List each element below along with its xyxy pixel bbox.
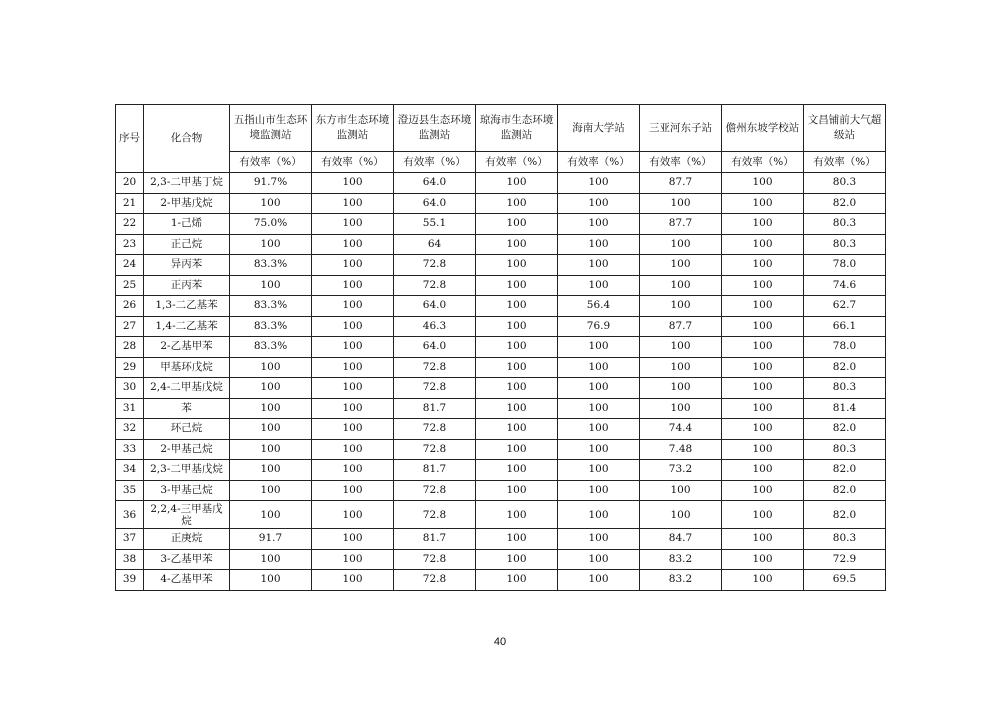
efficiency-value: 100 (312, 337, 394, 358)
compound-name: 3-甲基己烷 (144, 480, 230, 501)
compound-name: 2-乙基甲苯 (144, 337, 230, 358)
efficiency-value: 100 (558, 529, 640, 550)
table-row (116, 570, 886, 591)
row-number: 39 (116, 570, 144, 591)
efficiency-value: 100 (476, 480, 558, 501)
table-row (116, 357, 886, 378)
efficiency-value: 83.3% (230, 296, 312, 317)
table-row (116, 480, 886, 501)
efficiency-value: 100 (476, 255, 558, 276)
compound-name: 正庚烷 (144, 529, 230, 550)
header-station: 儋州东坡学校站 (722, 105, 804, 152)
efficiency-value: 64.0 (394, 296, 476, 317)
efficiency-value: 100 (476, 214, 558, 235)
header-station: 东方市生态环境监测站 (312, 105, 394, 152)
efficiency-value: 100 (722, 460, 804, 481)
efficiency-value: 100 (312, 398, 394, 419)
efficiency-value: 69.5 (804, 570, 886, 591)
row-number: 20 (116, 173, 144, 194)
efficiency-value: 100 (558, 398, 640, 419)
efficiency-value: 91.7% (230, 173, 312, 194)
efficiency-value: 55.1 (394, 214, 476, 235)
efficiency-value: 100 (312, 501, 394, 529)
efficiency-value: 87.7 (640, 214, 722, 235)
efficiency-value: 64 (394, 234, 476, 255)
efficiency-value: 82.0 (804, 357, 886, 378)
efficiency-value: 100 (230, 275, 312, 296)
table-row (116, 460, 886, 481)
row-number: 22 (116, 214, 144, 235)
row-number: 32 (116, 419, 144, 440)
compound-name: 4-乙基甲苯 (144, 570, 230, 591)
compound-name: 1,3-二乙基苯 (144, 296, 230, 317)
efficiency-value: 100 (640, 398, 722, 419)
header-compound: 化合物 (144, 105, 230, 173)
efficiency-value: 100 (722, 275, 804, 296)
efficiency-value: 72.8 (394, 275, 476, 296)
efficiency-value: 100 (230, 480, 312, 501)
table-body (116, 173, 886, 591)
efficiency-value: 81.7 (394, 398, 476, 419)
efficiency-value: 100 (558, 337, 640, 358)
compound-name: 1,4-二乙基苯 (144, 316, 230, 337)
header-metric: 有效率（%） (722, 152, 804, 173)
efficiency-value: 100 (722, 173, 804, 194)
efficiency-value: 74.4 (640, 419, 722, 440)
efficiency-value: 100 (312, 357, 394, 378)
efficiency-value: 80.3 (804, 234, 886, 255)
efficiency-value: 100 (230, 549, 312, 570)
efficiency-value: 100 (312, 439, 394, 460)
efficiency-value: 82.0 (804, 419, 886, 440)
row-number: 35 (116, 480, 144, 501)
efficiency-value: 100 (722, 234, 804, 255)
efficiency-value: 100 (558, 419, 640, 440)
efficiency-value: 64.0 (394, 337, 476, 358)
efficiency-value: 72.8 (394, 480, 476, 501)
table-row (116, 214, 886, 235)
efficiency-value: 76.9 (558, 316, 640, 337)
efficiency-value: 100 (230, 460, 312, 481)
efficiency-value: 80.3 (804, 214, 886, 235)
efficiency-value: 73.2 (640, 460, 722, 481)
efficiency-value: 100 (722, 214, 804, 235)
compound-name: 异丙苯 (144, 255, 230, 276)
efficiency-value: 100 (476, 193, 558, 214)
efficiency-value: 100 (558, 275, 640, 296)
efficiency-value: 100 (230, 419, 312, 440)
row-number: 31 (116, 398, 144, 419)
compound-name: 2-甲基己烷 (144, 439, 230, 460)
header-station: 三亚河东子站 (640, 105, 722, 152)
row-number: 27 (116, 316, 144, 337)
efficiency-value: 72.8 (394, 439, 476, 460)
efficiency-value: 100 (476, 316, 558, 337)
efficiency-value: 87.7 (640, 316, 722, 337)
efficiency-value: 100 (230, 570, 312, 591)
header-metric: 有效率（%） (230, 152, 312, 173)
efficiency-value: 100 (640, 501, 722, 529)
header-metric: 有效率（%） (312, 152, 394, 173)
table-row (116, 529, 886, 550)
row-number: 36 (116, 501, 144, 529)
efficiency-value: 100 (476, 378, 558, 399)
compound-name: 甲基环戊烷 (144, 357, 230, 378)
efficiency-value: 78.0 (804, 255, 886, 276)
efficiency-value: 80.3 (804, 173, 886, 194)
efficiency-value: 100 (722, 501, 804, 529)
efficiency-value: 100 (476, 234, 558, 255)
header-metric: 有效率（%） (558, 152, 640, 173)
row-number: 25 (116, 275, 144, 296)
efficiency-value: 100 (558, 214, 640, 235)
efficiency-value: 100 (722, 529, 804, 550)
efficiency-value: 83.2 (640, 570, 722, 591)
efficiency-value: 100 (312, 275, 394, 296)
efficiency-value: 100 (230, 193, 312, 214)
efficiency-value: 100 (476, 549, 558, 570)
efficiency-value: 72.8 (394, 549, 476, 570)
compound-name: 3-乙基甲苯 (144, 549, 230, 570)
efficiency-value: 100 (558, 234, 640, 255)
efficiency-value: 100 (312, 549, 394, 570)
efficiency-value: 100 (312, 234, 394, 255)
row-number: 33 (116, 439, 144, 460)
efficiency-value: 83.3% (230, 316, 312, 337)
efficiency-value: 82.0 (804, 193, 886, 214)
efficiency-value: 81.7 (394, 460, 476, 481)
efficiency-value: 82.0 (804, 501, 886, 529)
table-row (116, 501, 886, 529)
efficiency-value: 100 (558, 255, 640, 276)
efficiency-value: 100 (230, 439, 312, 460)
efficiency-value: 100 (476, 419, 558, 440)
efficiency-value: 7.48 (640, 439, 722, 460)
efficiency-value: 100 (558, 480, 640, 501)
efficiency-value: 83.3% (230, 255, 312, 276)
efficiency-value: 100 (722, 255, 804, 276)
table-row (116, 398, 886, 419)
efficiency-value: 78.0 (804, 337, 886, 358)
header-station: 澄迈县生态环境监测站 (394, 105, 476, 152)
row-number: 30 (116, 378, 144, 399)
row-number: 28 (116, 337, 144, 358)
efficiency-value: 100 (640, 275, 722, 296)
efficiency-value: 100 (640, 337, 722, 358)
efficiency-value: 82.0 (804, 460, 886, 481)
efficiency-value: 100 (722, 398, 804, 419)
efficiency-value: 100 (722, 296, 804, 317)
row-number: 23 (116, 234, 144, 255)
compound-name: 苯 (144, 398, 230, 419)
table-row (116, 316, 886, 337)
efficiency-value: 72.8 (394, 501, 476, 529)
efficiency-value: 100 (476, 460, 558, 481)
table-row (116, 378, 886, 399)
efficiency-value: 100 (230, 357, 312, 378)
efficiency-value: 100 (476, 398, 558, 419)
efficiency-value: 91.7 (230, 529, 312, 550)
efficiency-value: 100 (312, 296, 394, 317)
efficiency-value: 100 (476, 501, 558, 529)
row-number: 29 (116, 357, 144, 378)
efficiency-value: 100 (312, 480, 394, 501)
efficiency-value: 100 (476, 296, 558, 317)
efficiency-value: 82.0 (804, 480, 886, 501)
efficiency-value: 72.8 (394, 357, 476, 378)
efficiency-value: 100 (476, 275, 558, 296)
efficiency-value: 100 (558, 460, 640, 481)
compound-name: 2,2,4-三甲基戊烷 (144, 501, 230, 529)
efficiency-value: 100 (640, 378, 722, 399)
efficiency-value: 72.9 (804, 549, 886, 570)
efficiency-value: 100 (722, 193, 804, 214)
efficiency-value: 100 (640, 193, 722, 214)
efficiency-value: 100 (476, 357, 558, 378)
efficiency-value: 100 (722, 316, 804, 337)
table-row (116, 549, 886, 570)
efficiency-value: 81.4 (804, 398, 886, 419)
efficiency-value: 72.8 (394, 419, 476, 440)
efficiency-value: 100 (640, 357, 722, 378)
compound-name: 环己烷 (144, 419, 230, 440)
efficiency-value: 100 (312, 419, 394, 440)
efficiency-value: 100 (558, 549, 640, 570)
header-station: 海南大学站 (558, 105, 640, 152)
efficiency-value: 100 (558, 173, 640, 194)
header-station: 琼海市生态环境监测站 (476, 105, 558, 152)
header-station: 五指山市生态环境监测站 (230, 105, 312, 152)
compound-name: 正己烷 (144, 234, 230, 255)
efficiency-value: 84.7 (640, 529, 722, 550)
efficiency-value: 100 (722, 337, 804, 358)
efficiency-value: 100 (476, 439, 558, 460)
header-metric: 有效率（%） (804, 152, 886, 173)
efficiency-value: 100 (722, 419, 804, 440)
efficiency-value: 100 (722, 378, 804, 399)
efficiency-value: 100 (312, 173, 394, 194)
row-number: 26 (116, 296, 144, 317)
efficiency-value: 72.8 (394, 255, 476, 276)
header-seq: 序号 (116, 105, 144, 173)
efficiency-value: 100 (312, 460, 394, 481)
efficiency-value: 100 (312, 378, 394, 399)
compound-name: 1-己烯 (144, 214, 230, 235)
efficiency-value: 100 (558, 193, 640, 214)
efficiency-value: 100 (476, 337, 558, 358)
efficiency-value: 100 (558, 357, 640, 378)
compound-name: 2-甲基戊烷 (144, 193, 230, 214)
efficiency-value: 100 (476, 570, 558, 591)
efficiency-value: 83.2 (640, 549, 722, 570)
efficiency-value: 80.3 (804, 439, 886, 460)
row-number: 34 (116, 460, 144, 481)
data-table (115, 104, 886, 591)
table-row (116, 419, 886, 440)
efficiency-value: 80.3 (804, 378, 886, 399)
table-row (116, 234, 886, 255)
compound-name: 正丙苯 (144, 275, 230, 296)
table-row (116, 275, 886, 296)
efficiency-value: 100 (558, 439, 640, 460)
row-number: 24 (116, 255, 144, 276)
efficiency-value: 100 (722, 357, 804, 378)
compound-name: 2,4-二甲基戊烷 (144, 378, 230, 399)
efficiency-value: 100 (476, 173, 558, 194)
efficiency-value: 100 (722, 439, 804, 460)
row-number: 38 (116, 549, 144, 570)
efficiency-value: 100 (722, 549, 804, 570)
table-row (116, 337, 886, 358)
row-number: 37 (116, 529, 144, 550)
compound-name: 2,3-二甲基丁烷 (144, 173, 230, 194)
efficiency-value: 100 (230, 501, 312, 529)
header-metric: 有效率（%） (476, 152, 558, 173)
efficiency-value: 62.7 (804, 296, 886, 317)
header-metric: 有效率（%） (640, 152, 722, 173)
efficiency-value: 100 (722, 480, 804, 501)
efficiency-value: 100 (312, 214, 394, 235)
efficiency-value: 100 (312, 529, 394, 550)
row-number: 21 (116, 193, 144, 214)
efficiency-value: 80.3 (804, 529, 886, 550)
efficiency-value: 100 (640, 255, 722, 276)
efficiency-value: 66.1 (804, 316, 886, 337)
efficiency-value: 87.7 (640, 173, 722, 194)
efficiency-value: 72.8 (394, 570, 476, 591)
efficiency-value: 100 (640, 480, 722, 501)
efficiency-value: 100 (558, 570, 640, 591)
header-row-stations (116, 105, 886, 152)
header-metric: 有效率（%） (394, 152, 476, 173)
efficiency-value: 64.0 (394, 193, 476, 214)
efficiency-value: 100 (312, 193, 394, 214)
efficiency-value: 100 (640, 234, 722, 255)
table-row (116, 296, 886, 317)
table-row (116, 173, 886, 194)
efficiency-value: 56.4 (558, 296, 640, 317)
efficiency-value: 100 (476, 529, 558, 550)
efficiency-value: 83.3% (230, 337, 312, 358)
efficiency-value: 100 (640, 296, 722, 317)
page-number: 40 (493, 636, 507, 648)
table-row (116, 255, 886, 276)
efficiency-value: 100 (230, 378, 312, 399)
efficiency-value: 64.0 (394, 173, 476, 194)
efficiency-value: 100 (230, 234, 312, 255)
efficiency-value: 75.0% (230, 214, 312, 235)
efficiency-value: 100 (230, 398, 312, 419)
efficiency-value: 100 (558, 378, 640, 399)
efficiency-value: 74.6 (804, 275, 886, 296)
table-row (116, 193, 886, 214)
efficiency-value: 46.3 (394, 316, 476, 337)
efficiency-value: 100 (312, 255, 394, 276)
compound-name: 2,3-二甲基戊烷 (144, 460, 230, 481)
efficiency-value: 100 (312, 316, 394, 337)
efficiency-value: 100 (312, 570, 394, 591)
header-row-metric (116, 152, 886, 173)
efficiency-value: 100 (558, 501, 640, 529)
header-station: 文昌铺前大气超级站 (804, 105, 886, 152)
efficiency-value: 81.7 (394, 529, 476, 550)
table-row (116, 439, 886, 460)
efficiency-value: 72.8 (394, 378, 476, 399)
efficiency-value: 100 (722, 570, 804, 591)
